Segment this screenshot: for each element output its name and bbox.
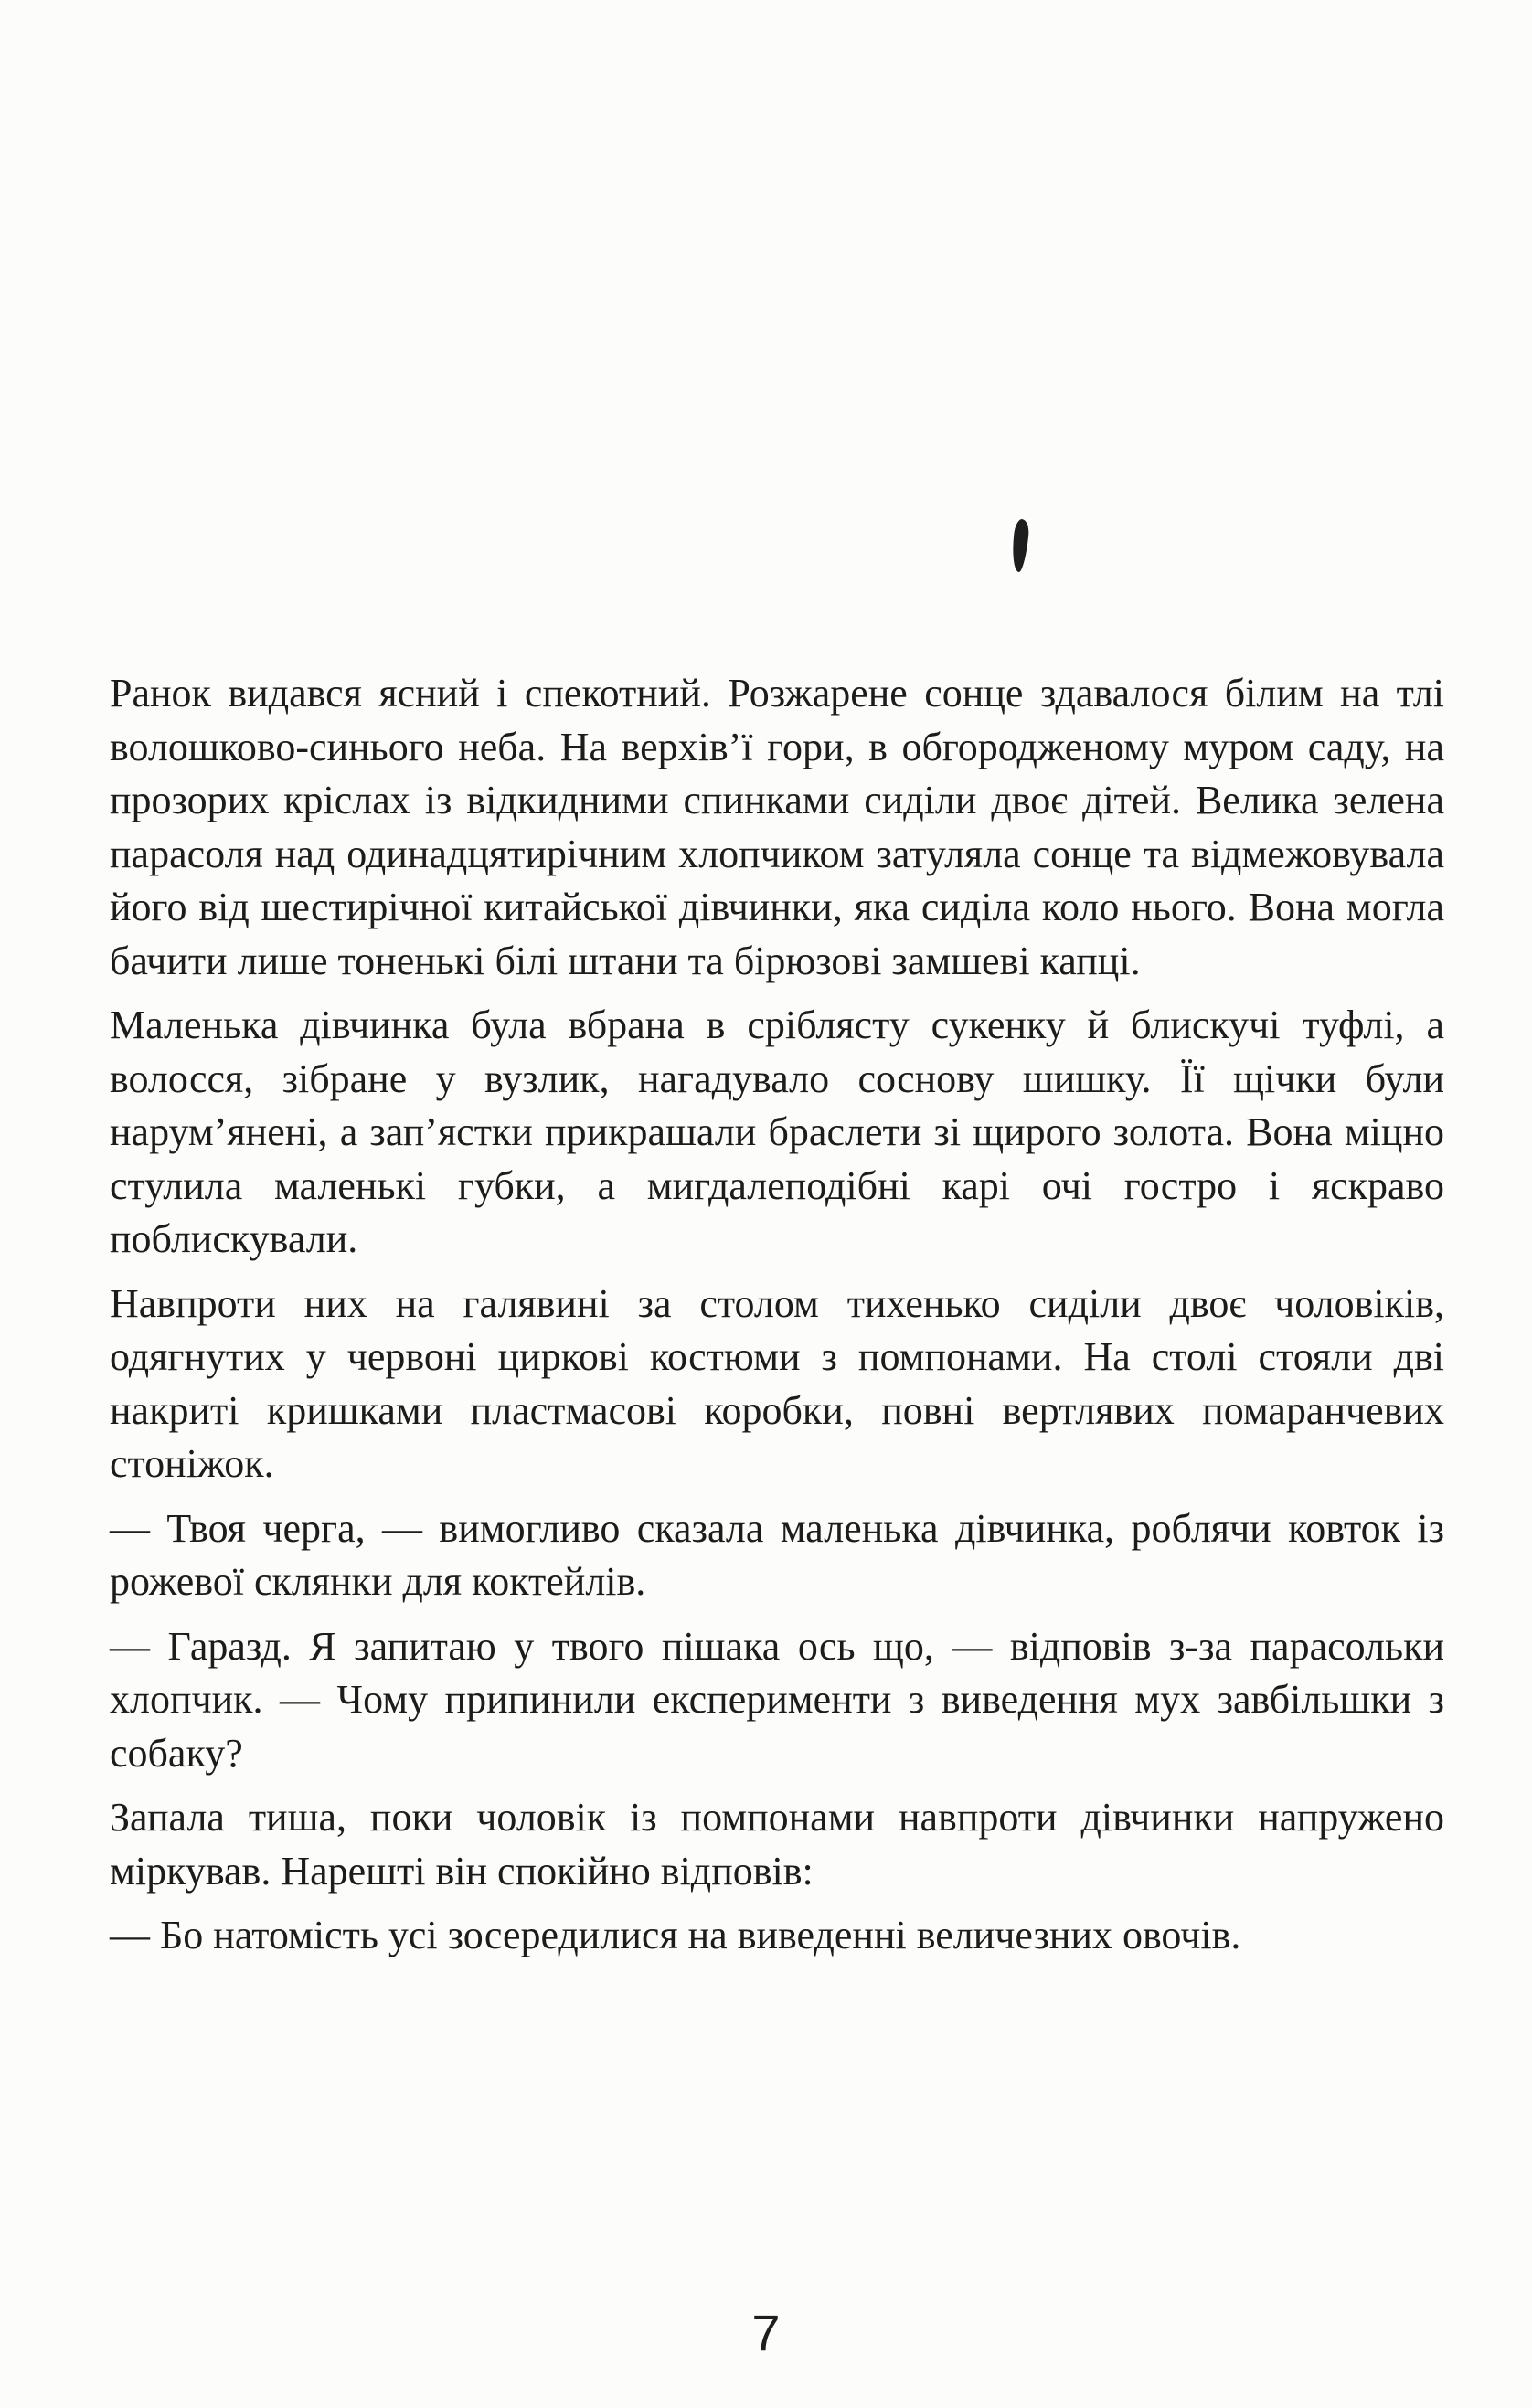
page-number: 7 <box>751 2304 781 2361</box>
paragraph: — Гаразд. Я запитаю у твого пішака ось що, — відповів з-за парасольки хлопчик. — Чому припинили експерименти з виведення мух завбільшки з собаку? <box>110 1623 1444 1776</box>
paragraph: — Бо натомість усі зосередилися на виведенні величезних овочів. <box>110 1913 1241 1957</box>
paragraph: — Твоя черга, — вимогливо сказала маленька дівчинка, роблячи ковток із рожевої склянки для коктейлів. <box>110 1505 1444 1604</box>
paragraph: Ранок видався ясний і спекотний. Розжарене сонце здавалося білим на тлі волошково-синього неба. На верхів’ї гори, в обгородженому муром саду, на прозорих кріслах із відкидними спинками сиділи двоє дітей. Велика зелена парасоля над одинадцятирічним хлопчиком затуляла сонце та відмежовувала його від шестирічної китайської дівчинки, яка сиділа коло нього. Вона могла бачити лише тоненькі білі штани та бірюзові замшеві капці. <box>110 671 1444 983</box>
body-text <box>110 667 1444 1974</box>
paragraph: Маленька дівчинка була вбрана в сріблясту сукенку й блискучі туфлі, а волосся, зібране у вузлик, нагадувало соснову шишку. Її щічки були нарум’янені, а зап’ястки прикрашали браслети зі щирого золота. Вона міцно стулила маленькі губки, а мигдалеподібні карі очі гостро і яскраво поблискували. <box>110 1002 1444 1261</box>
ornament-mark <box>1010 518 1030 572</box>
paragraph: Запала тиша, поки чоловік із помпонами навпроти дівчинки напружено міркував. Нарешті він спокійно відповів: <box>110 1795 1444 1894</box>
paragraph: Навпроти них на галявині за столом тихенько сиділи двоє чоловіків, одягнутих у червоні циркові костюми з помпонами. На столі стояли дві накриті кришками пластмасові коробки, повні вертлявих помаранчевих стоніжок. <box>110 1280 1444 1486</box>
